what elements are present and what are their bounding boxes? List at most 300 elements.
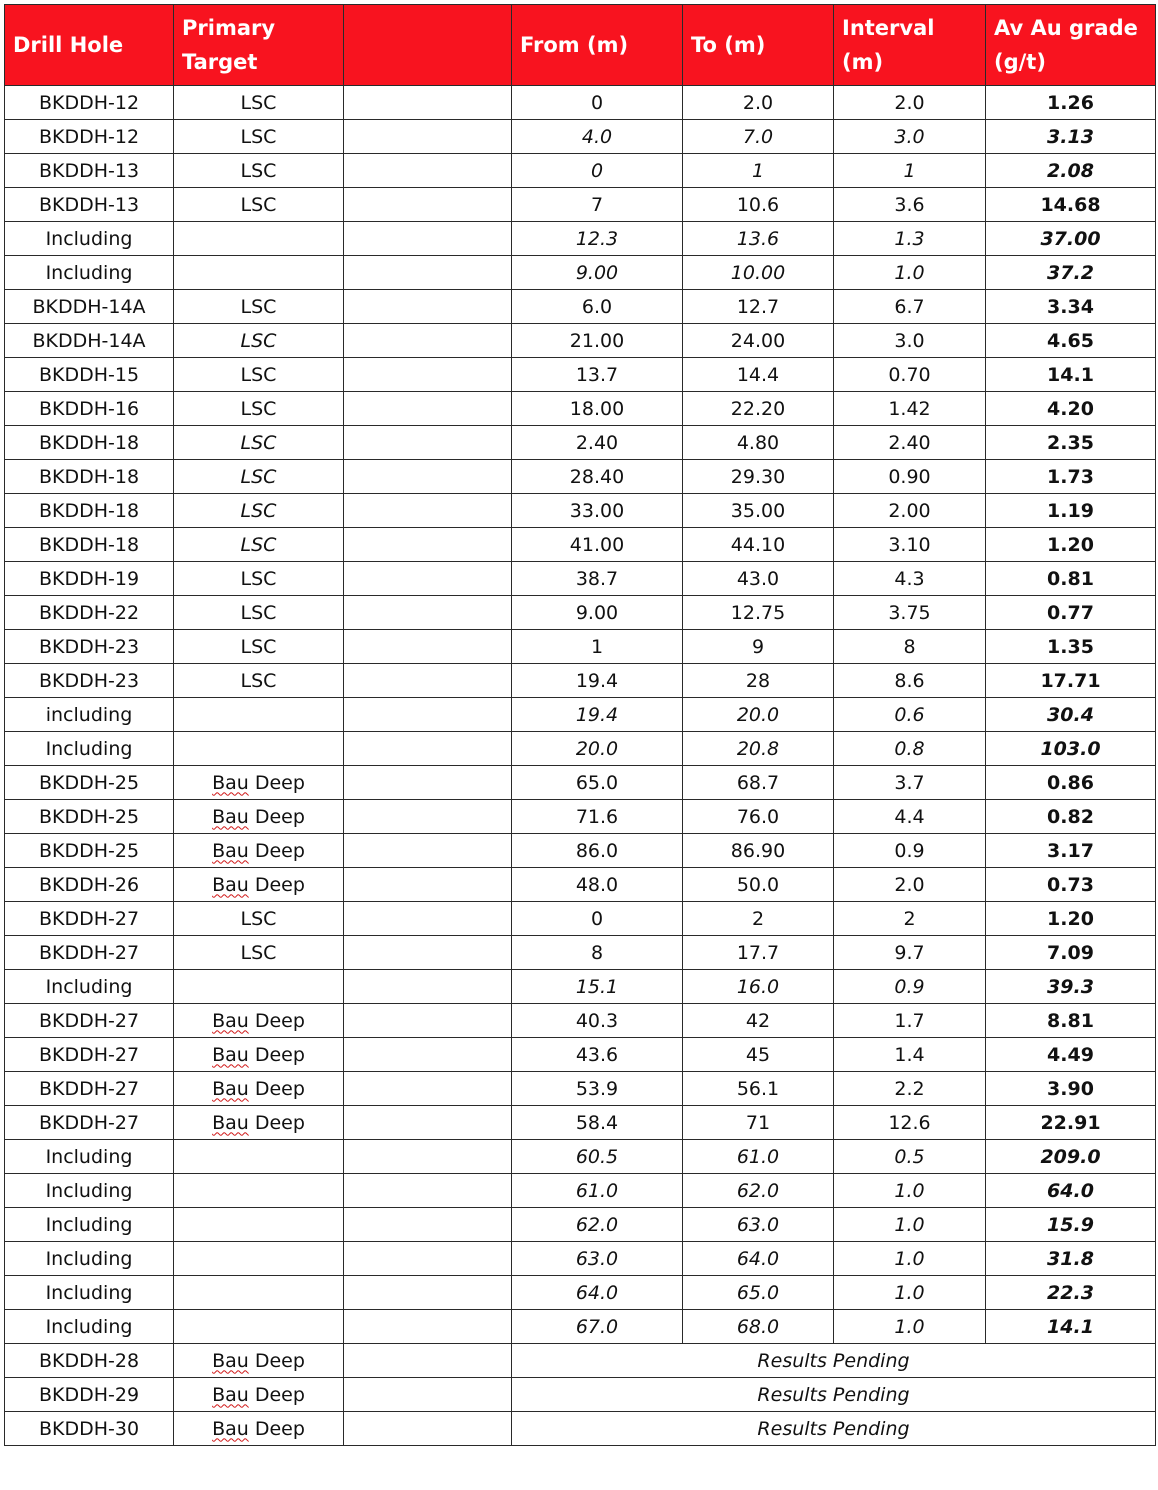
cell-interval: 1.0 xyxy=(834,1276,986,1310)
cell-grade: 4.65 xyxy=(986,324,1156,358)
table-row xyxy=(5,1072,1156,1106)
cell-drill-hole: Including xyxy=(5,1242,174,1276)
table-row xyxy=(5,460,1156,494)
cell-primary-target: Bau Deep xyxy=(174,766,344,800)
cell-to: 35.00 xyxy=(683,494,834,528)
target-word-bau: Bau xyxy=(212,1111,249,1134)
cell-interval: 4.3 xyxy=(834,562,986,596)
cell-grade: 22.3 xyxy=(986,1276,1156,1310)
cell-interval: 2.0 xyxy=(834,868,986,902)
cell-from: 15.1 xyxy=(512,970,683,1004)
table-row xyxy=(5,426,1156,460)
cell-drill-hole: BKDDH-14A xyxy=(5,324,174,358)
table-row xyxy=(5,1140,1156,1174)
cell-blank xyxy=(344,494,512,528)
cell-interval: 4.4 xyxy=(834,800,986,834)
cell-drill-hole: BKDDH-13 xyxy=(5,154,174,188)
cell-blank xyxy=(344,86,512,120)
table-row xyxy=(5,358,1156,392)
cell-interval: 2.2 xyxy=(834,1072,986,1106)
cell-to: 9 xyxy=(683,630,834,664)
cell-to: 76.0 xyxy=(683,800,834,834)
cell-drill-hole: BKDDH-16 xyxy=(5,392,174,426)
cell-drill-hole: BKDDH-18 xyxy=(5,426,174,460)
target-word-bau: Bau xyxy=(212,1043,249,1066)
cell-drill-hole: Including xyxy=(5,970,174,1004)
cell-from: 53.9 xyxy=(512,1072,683,1106)
cell-blank xyxy=(344,290,512,324)
cell-interval: 0.5 xyxy=(834,1140,986,1174)
cell-primary-target: Bau Deep xyxy=(174,868,344,902)
cell-drill-hole: Including xyxy=(5,732,174,766)
cell-interval: 3.0 xyxy=(834,120,986,154)
cell-results-pending: Results Pending xyxy=(512,1344,1156,1378)
cell-grade: 0.86 xyxy=(986,766,1156,800)
cell-interval: 9.7 xyxy=(834,936,986,970)
table-row xyxy=(5,222,1156,256)
cell-drill-hole: Including xyxy=(5,1140,174,1174)
cell-blank xyxy=(344,256,512,290)
target-word-bau: Bau xyxy=(212,873,249,896)
cell-to: 2.0 xyxy=(683,86,834,120)
cell-drill-hole: BKDDH-12 xyxy=(5,120,174,154)
table-row xyxy=(5,86,1156,120)
cell-grade: 2.08 xyxy=(986,154,1156,188)
cell-interval: 1.0 xyxy=(834,1310,986,1344)
cell-interval: 2.00 xyxy=(834,494,986,528)
cell-to: 68.7 xyxy=(683,766,834,800)
cell-grade: 3.34 xyxy=(986,290,1156,324)
cell-primary-target: Bau Deep xyxy=(174,1004,344,1038)
cell-drill-hole: BKDDH-14A xyxy=(5,290,174,324)
target-word-bau: Bau xyxy=(212,1077,249,1100)
cell-from: 2.40 xyxy=(512,426,683,460)
table-row xyxy=(5,970,1156,1004)
cell-grade: 17.71 xyxy=(986,664,1156,698)
cell-to: 7.0 xyxy=(683,120,834,154)
cell-to: 12.75 xyxy=(683,596,834,630)
cell-drill-hole: Including xyxy=(5,1174,174,1208)
cell-to: 44.10 xyxy=(683,528,834,562)
cell-blank xyxy=(344,188,512,222)
table-row xyxy=(5,902,1156,936)
cell-drill-hole: BKDDH-27 xyxy=(5,936,174,970)
cell-primary-target: LSC xyxy=(174,528,344,562)
table-row xyxy=(5,1412,1156,1446)
cell-from: 0 xyxy=(512,902,683,936)
cell-interval: 3.7 xyxy=(834,766,986,800)
cell-blank xyxy=(344,1344,512,1378)
cell-blank xyxy=(344,698,512,732)
cell-to: 24.00 xyxy=(683,324,834,358)
cell-interval: 8 xyxy=(834,630,986,664)
header-to: To (m) xyxy=(683,5,834,86)
cell-drill-hole: BKDDH-25 xyxy=(5,766,174,800)
header-grade: Av Au grade (g/t) xyxy=(986,5,1156,86)
cell-to: 62.0 xyxy=(683,1174,834,1208)
cell-to: 71 xyxy=(683,1106,834,1140)
cell-blank xyxy=(344,664,512,698)
cell-primary-target: LSC xyxy=(174,460,344,494)
table-row xyxy=(5,562,1156,596)
cell-drill-hole: BKDDH-12 xyxy=(5,86,174,120)
cell-to: 10.6 xyxy=(683,188,834,222)
cell-interval: 0.6 xyxy=(834,698,986,732)
cell-to: 12.7 xyxy=(683,290,834,324)
cell-primary-target: LSC xyxy=(174,392,344,426)
table-row xyxy=(5,324,1156,358)
cell-primary-target: LSC xyxy=(174,188,344,222)
cell-to: 86.90 xyxy=(683,834,834,868)
cell-drill-hole: BKDDH-30 xyxy=(5,1412,174,1446)
cell-grade: 209.0 xyxy=(986,1140,1156,1174)
cell-to: 29.30 xyxy=(683,460,834,494)
cell-from: 64.0 xyxy=(512,1276,683,1310)
cell-primary-target: Bau Deep xyxy=(174,1378,344,1412)
cell-to: 56.1 xyxy=(683,1072,834,1106)
cell-interval: 1.0 xyxy=(834,1242,986,1276)
cell-grade: 14.1 xyxy=(986,358,1156,392)
cell-grade: 37.00 xyxy=(986,222,1156,256)
cell-drill-hole: BKDDH-23 xyxy=(5,664,174,698)
cell-blank xyxy=(344,120,512,154)
cell-interval: 0.70 xyxy=(834,358,986,392)
cell-to: 61.0 xyxy=(683,1140,834,1174)
cell-blank xyxy=(344,1242,512,1276)
drill-results-table xyxy=(4,4,1156,1446)
cell-drill-hole: BKDDH-18 xyxy=(5,494,174,528)
cell-blank xyxy=(344,562,512,596)
cell-primary-target: Bau Deep xyxy=(174,1106,344,1140)
cell-primary-target xyxy=(174,1310,344,1344)
cell-to: 22.20 xyxy=(683,392,834,426)
cell-grade: 14.68 xyxy=(986,188,1156,222)
cell-blank xyxy=(344,154,512,188)
cell-to: 13.6 xyxy=(683,222,834,256)
cell-grade: 39.3 xyxy=(986,970,1156,1004)
cell-to: 20.0 xyxy=(683,698,834,732)
cell-interval: 1.0 xyxy=(834,1174,986,1208)
cell-primary-target xyxy=(174,732,344,766)
cell-interval: 0.9 xyxy=(834,834,986,868)
table-row xyxy=(5,1038,1156,1072)
cell-interval: 2.40 xyxy=(834,426,986,460)
table-row xyxy=(5,596,1156,630)
target-word-bau: Bau xyxy=(212,839,249,862)
table-header-row xyxy=(5,5,1156,86)
cell-from: 65.0 xyxy=(512,766,683,800)
cell-interval: 0.90 xyxy=(834,460,986,494)
cell-drill-hole: Including xyxy=(5,222,174,256)
cell-primary-target xyxy=(174,1140,344,1174)
cell-grade: 14.1 xyxy=(986,1310,1156,1344)
cell-grade: 30.4 xyxy=(986,698,1156,732)
cell-grade: 22.91 xyxy=(986,1106,1156,1140)
cell-interval: 1.3 xyxy=(834,222,986,256)
cell-to: 63.0 xyxy=(683,1208,834,1242)
cell-primary-target: LSC xyxy=(174,426,344,460)
cell-grade: 0.77 xyxy=(986,596,1156,630)
cell-to: 1 xyxy=(683,154,834,188)
cell-from: 28.40 xyxy=(512,460,683,494)
cell-from: 4.0 xyxy=(512,120,683,154)
cell-blank xyxy=(344,766,512,800)
cell-from: 1 xyxy=(512,630,683,664)
cell-blank xyxy=(344,732,512,766)
cell-from: 86.0 xyxy=(512,834,683,868)
cell-primary-target: Bau Deep xyxy=(174,1038,344,1072)
cell-primary-target: LSC xyxy=(174,494,344,528)
cell-blank xyxy=(344,800,512,834)
cell-to: 42 xyxy=(683,1004,834,1038)
cell-drill-hole: BKDDH-23 xyxy=(5,630,174,664)
table-row xyxy=(5,528,1156,562)
table-row xyxy=(5,188,1156,222)
cell-from: 21.00 xyxy=(512,324,683,358)
table-body xyxy=(5,86,1156,1446)
cell-to: 2 xyxy=(683,902,834,936)
table-row xyxy=(5,936,1156,970)
cell-blank xyxy=(344,834,512,868)
cell-from: 58.4 xyxy=(512,1106,683,1140)
table-row xyxy=(5,1276,1156,1310)
cell-from: 9.00 xyxy=(512,256,683,290)
table-row xyxy=(5,1378,1156,1412)
table-row xyxy=(5,1004,1156,1038)
cell-from: 61.0 xyxy=(512,1174,683,1208)
cell-primary-target: LSC xyxy=(174,290,344,324)
cell-grade: 1.73 xyxy=(986,460,1156,494)
cell-from: 63.0 xyxy=(512,1242,683,1276)
cell-grade: 15.9 xyxy=(986,1208,1156,1242)
cell-from: 6.0 xyxy=(512,290,683,324)
cell-blank xyxy=(344,358,512,392)
table-row xyxy=(5,1242,1156,1276)
cell-primary-target: LSC xyxy=(174,664,344,698)
cell-primary-target xyxy=(174,1208,344,1242)
cell-drill-hole: BKDDH-26 xyxy=(5,868,174,902)
cell-primary-target: Bau Deep xyxy=(174,1072,344,1106)
cell-to: 16.0 xyxy=(683,970,834,1004)
table-row xyxy=(5,732,1156,766)
cell-drill-hole: BKDDH-29 xyxy=(5,1378,174,1412)
cell-grade: 2.35 xyxy=(986,426,1156,460)
cell-blank xyxy=(344,1004,512,1038)
header-blank xyxy=(344,5,512,86)
table-row xyxy=(5,868,1156,902)
target-word-bau: Bau xyxy=(212,1349,249,1372)
cell-interval: 6.7 xyxy=(834,290,986,324)
header-interval: Interval (m) xyxy=(834,5,986,86)
cell-from: 18.00 xyxy=(512,392,683,426)
cell-primary-target: LSC xyxy=(174,324,344,358)
cell-interval: 1 xyxy=(834,154,986,188)
cell-blank xyxy=(344,324,512,358)
cell-from: 48.0 xyxy=(512,868,683,902)
cell-interval: 1.4 xyxy=(834,1038,986,1072)
cell-primary-target: LSC xyxy=(174,358,344,392)
cell-from: 33.00 xyxy=(512,494,683,528)
cell-primary-target: LSC xyxy=(174,562,344,596)
cell-primary-target xyxy=(174,698,344,732)
cell-from: 0 xyxy=(512,86,683,120)
cell-blank xyxy=(344,1412,512,1446)
cell-primary-target xyxy=(174,1242,344,1276)
cell-from: 13.7 xyxy=(512,358,683,392)
cell-to: 28 xyxy=(683,664,834,698)
cell-primary-target: Bau Deep xyxy=(174,834,344,868)
cell-grade: 1.20 xyxy=(986,902,1156,936)
cell-interval: 1.42 xyxy=(834,392,986,426)
cell-primary-target: LSC xyxy=(174,120,344,154)
cell-drill-hole: Including xyxy=(5,1276,174,1310)
cell-blank xyxy=(344,1174,512,1208)
cell-grade: 103.0 xyxy=(986,732,1156,766)
cell-from: 38.7 xyxy=(512,562,683,596)
cell-drill-hole: including xyxy=(5,698,174,732)
cell-to: 4.80 xyxy=(683,426,834,460)
cell-grade: 4.20 xyxy=(986,392,1156,426)
target-word-bau: Bau xyxy=(212,1383,249,1406)
cell-grade: 31.8 xyxy=(986,1242,1156,1276)
cell-primary-target: LSC xyxy=(174,596,344,630)
cell-from: 7 xyxy=(512,188,683,222)
cell-from: 19.4 xyxy=(512,698,683,732)
cell-grade: 3.17 xyxy=(986,834,1156,868)
cell-blank xyxy=(344,1106,512,1140)
cell-primary-target xyxy=(174,1276,344,1310)
table-row xyxy=(5,154,1156,188)
cell-from: 71.6 xyxy=(512,800,683,834)
table-row xyxy=(5,1344,1156,1378)
cell-primary-target xyxy=(174,222,344,256)
cell-primary-target: LSC xyxy=(174,86,344,120)
cell-grade: 0.73 xyxy=(986,868,1156,902)
cell-primary-target: LSC xyxy=(174,936,344,970)
cell-interval: 3.0 xyxy=(834,324,986,358)
cell-drill-hole: BKDDH-22 xyxy=(5,596,174,630)
cell-from: 9.00 xyxy=(512,596,683,630)
cell-to: 14.4 xyxy=(683,358,834,392)
cell-interval: 0.9 xyxy=(834,970,986,1004)
cell-blank xyxy=(344,426,512,460)
header-drill-hole: Drill Hole xyxy=(5,5,174,86)
cell-grade: 64.0 xyxy=(986,1174,1156,1208)
cell-grade: 37.2 xyxy=(986,256,1156,290)
cell-drill-hole: BKDDH-18 xyxy=(5,460,174,494)
cell-primary-target xyxy=(174,970,344,1004)
cell-interval: 2.0 xyxy=(834,86,986,120)
cell-grade: 3.90 xyxy=(986,1072,1156,1106)
cell-drill-hole: BKDDH-28 xyxy=(5,1344,174,1378)
cell-blank xyxy=(344,1072,512,1106)
cell-grade: 7.09 xyxy=(986,936,1156,970)
cell-blank xyxy=(344,222,512,256)
cell-drill-hole: BKDDH-13 xyxy=(5,188,174,222)
cell-drill-hole: BKDDH-27 xyxy=(5,1072,174,1106)
table-row xyxy=(5,664,1156,698)
cell-from: 43.6 xyxy=(512,1038,683,1072)
cell-to: 43.0 xyxy=(683,562,834,596)
cell-blank xyxy=(344,630,512,664)
cell-from: 60.5 xyxy=(512,1140,683,1174)
cell-blank xyxy=(344,1378,512,1412)
table-row xyxy=(5,630,1156,664)
cell-interval: 2 xyxy=(834,902,986,936)
table-row xyxy=(5,834,1156,868)
cell-from: 12.3 xyxy=(512,222,683,256)
cell-primary-target xyxy=(174,1174,344,1208)
cell-interval: 0.8 xyxy=(834,732,986,766)
table-row xyxy=(5,494,1156,528)
table-row xyxy=(5,800,1156,834)
cell-primary-target: Bau Deep xyxy=(174,1412,344,1446)
cell-from: 67.0 xyxy=(512,1310,683,1344)
cell-from: 62.0 xyxy=(512,1208,683,1242)
cell-to: 64.0 xyxy=(683,1242,834,1276)
cell-interval: 12.6 xyxy=(834,1106,986,1140)
target-word-bau: Bau xyxy=(212,1009,249,1032)
cell-drill-hole: Including xyxy=(5,256,174,290)
table-row xyxy=(5,1310,1156,1344)
cell-blank xyxy=(344,528,512,562)
table-row xyxy=(5,698,1156,732)
table-row xyxy=(5,766,1156,800)
target-word-bau: Bau xyxy=(212,1417,249,1440)
cell-drill-hole: BKDDH-27 xyxy=(5,1038,174,1072)
cell-to: 20.8 xyxy=(683,732,834,766)
cell-drill-hole: BKDDH-25 xyxy=(5,834,174,868)
cell-grade: 0.81 xyxy=(986,562,1156,596)
cell-from: 40.3 xyxy=(512,1004,683,1038)
cell-to: 10.00 xyxy=(683,256,834,290)
cell-blank xyxy=(344,1140,512,1174)
table-row xyxy=(5,290,1156,324)
cell-blank xyxy=(344,1276,512,1310)
cell-blank xyxy=(344,970,512,1004)
cell-blank xyxy=(344,868,512,902)
cell-blank xyxy=(344,596,512,630)
cell-drill-hole: BKDDH-18 xyxy=(5,528,174,562)
cell-primary-target: LSC xyxy=(174,154,344,188)
cell-primary-target: LSC xyxy=(174,902,344,936)
table-row xyxy=(5,1106,1156,1140)
target-word-bau: Bau xyxy=(212,771,249,794)
cell-blank xyxy=(344,460,512,494)
cell-blank xyxy=(344,1208,512,1242)
cell-from: 8 xyxy=(512,936,683,970)
table-row xyxy=(5,1174,1156,1208)
cell-to: 17.7 xyxy=(683,936,834,970)
cell-grade: 1.20 xyxy=(986,528,1156,562)
cell-grade: 8.81 xyxy=(986,1004,1156,1038)
cell-drill-hole: Including xyxy=(5,1208,174,1242)
cell-results-pending: Results Pending xyxy=(512,1412,1156,1446)
cell-results-pending: Results Pending xyxy=(512,1378,1156,1412)
cell-primary-target xyxy=(174,256,344,290)
cell-drill-hole: BKDDH-25 xyxy=(5,800,174,834)
cell-blank xyxy=(344,1310,512,1344)
table-row xyxy=(5,1208,1156,1242)
cell-blank xyxy=(344,392,512,426)
cell-interval: 3.75 xyxy=(834,596,986,630)
cell-grade: 3.13 xyxy=(986,120,1156,154)
cell-primary-target: LSC xyxy=(174,630,344,664)
target-word-bau: Bau xyxy=(212,805,249,828)
cell-to: 65.0 xyxy=(683,1276,834,1310)
cell-drill-hole: BKDDH-19 xyxy=(5,562,174,596)
cell-from: 20.0 xyxy=(512,732,683,766)
